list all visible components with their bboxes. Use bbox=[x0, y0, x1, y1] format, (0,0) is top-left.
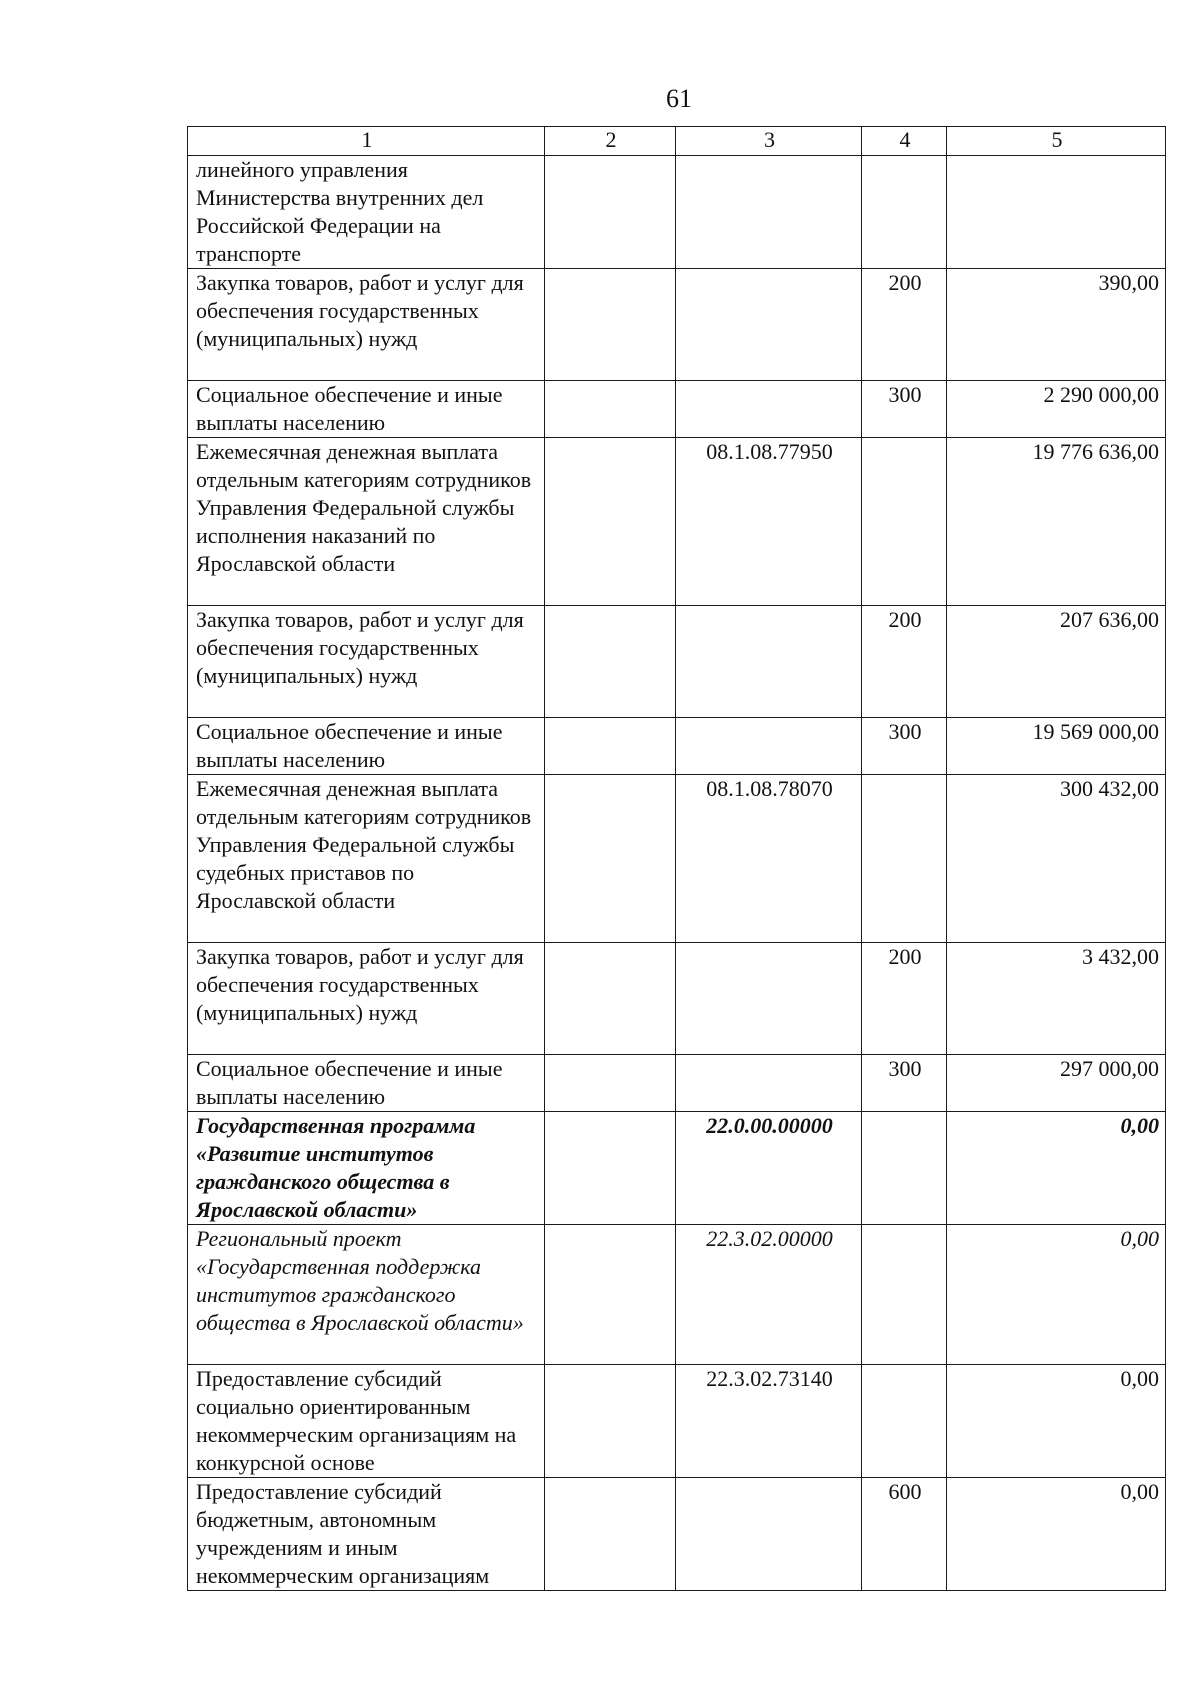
table-row bbox=[188, 775, 1166, 943]
row-col2 bbox=[545, 1225, 676, 1365]
row-expense-type bbox=[862, 1225, 947, 1365]
row-name: Социальное обеспечение и иные выплаты населению bbox=[188, 1055, 545, 1112]
row-code bbox=[676, 156, 862, 269]
row-code bbox=[676, 718, 862, 775]
table-row bbox=[188, 438, 1166, 606]
row-expense-type: 600 bbox=[862, 1478, 947, 1591]
row-amount: 0,00 bbox=[947, 1478, 1166, 1591]
row-code: 08.1.08.77950 bbox=[676, 438, 862, 606]
row-name: Закупка товаров, работ и услуг для обеспечения государственных (муниципальных) нужд bbox=[188, 269, 545, 381]
row-amount: 0,00 bbox=[947, 1112, 1166, 1225]
row-expense-type: 300 bbox=[862, 1055, 947, 1112]
table-row bbox=[188, 606, 1166, 718]
row-col2 bbox=[545, 606, 676, 718]
row-amount: 390,00 bbox=[947, 269, 1166, 381]
column-header: 1 bbox=[188, 127, 545, 156]
row-name: Региональный проект «Государственная поддержка институтов гражданского общества в Ярославской области» bbox=[188, 1225, 545, 1365]
row-name: Закупка товаров, работ и услуг для обеспечения государственных (муниципальных) нужд bbox=[188, 606, 545, 718]
page-number: 61 bbox=[666, 84, 692, 113]
row-col2 bbox=[545, 943, 676, 1055]
row-expense-type bbox=[862, 438, 947, 606]
row-code bbox=[676, 1055, 862, 1112]
row-amount: 207 636,00 bbox=[947, 606, 1166, 718]
row-code: 08.1.08.78070 bbox=[676, 775, 862, 943]
column-header: 5 bbox=[947, 127, 1166, 156]
table-row-program bbox=[188, 1112, 1166, 1225]
row-expense-type: 200 bbox=[862, 606, 947, 718]
row-name: Ежемесячная денежная выплата отдельным категориям сотрудников Управления Федеральной службы судебных приставов по Ярославской области bbox=[188, 775, 545, 943]
row-col2 bbox=[545, 438, 676, 606]
table-header-row bbox=[188, 127, 1166, 156]
table-row bbox=[188, 718, 1166, 775]
row-code: 22.3.02.00000 bbox=[676, 1225, 862, 1365]
row-expense-type: 300 bbox=[862, 381, 947, 438]
table-row-project bbox=[188, 1225, 1166, 1365]
row-amount bbox=[947, 156, 1166, 269]
row-name: Государственная программа «Развитие институтов гражданского общества в Ярославской области» bbox=[188, 1112, 545, 1225]
row-expense-type bbox=[862, 156, 947, 269]
row-name: Предоставление субсидий бюджетным, автономным учреждениям и иным некоммерческим организациям bbox=[188, 1478, 545, 1591]
row-code bbox=[676, 381, 862, 438]
table-row bbox=[188, 269, 1166, 381]
row-amount: 0,00 bbox=[947, 1365, 1166, 1478]
column-header: 2 bbox=[545, 127, 676, 156]
row-expense-type bbox=[862, 1365, 947, 1478]
row-expense-type bbox=[862, 775, 947, 943]
row-name: Ежемесячная денежная выплата отдельным категориям сотрудников Управления Федеральной службы исполнения наказаний по Ярославской области bbox=[188, 438, 545, 606]
table-row bbox=[188, 1055, 1166, 1112]
table-row bbox=[188, 943, 1166, 1055]
row-amount: 297 000,00 bbox=[947, 1055, 1166, 1112]
row-col2 bbox=[545, 1365, 676, 1478]
row-code: 22.0.00.00000 bbox=[676, 1112, 862, 1225]
row-code: 22.3.02.73140 bbox=[676, 1365, 862, 1478]
row-code bbox=[676, 606, 862, 718]
row-amount: 3 432,00 bbox=[947, 943, 1166, 1055]
row-name: Закупка товаров, работ и услуг для обеспечения государственных (муниципальных) нужд bbox=[188, 943, 545, 1055]
column-header: 4 bbox=[862, 127, 947, 156]
row-col2 bbox=[545, 156, 676, 269]
budget-table bbox=[187, 126, 1166, 1591]
row-col2 bbox=[545, 718, 676, 775]
row-expense-type: 200 bbox=[862, 943, 947, 1055]
row-col2 bbox=[545, 381, 676, 438]
row-col2 bbox=[545, 1055, 676, 1112]
row-col2 bbox=[545, 1112, 676, 1225]
row-amount: 300 432,00 bbox=[947, 775, 1166, 943]
row-amount: 0,00 bbox=[947, 1225, 1166, 1365]
row-code bbox=[676, 269, 862, 381]
row-name: Социальное обеспечение и иные выплаты населению bbox=[188, 381, 545, 438]
table-row bbox=[188, 1478, 1166, 1591]
row-name: Предоставление субсидий социально ориентированным некоммерческим организациям на конкурсной основе bbox=[188, 1365, 545, 1478]
row-col2 bbox=[545, 269, 676, 381]
row-col2 bbox=[545, 775, 676, 943]
row-name: Социальное обеспечение и иные выплаты населению bbox=[188, 718, 545, 775]
table-row bbox=[188, 381, 1166, 438]
row-amount: 19 569 000,00 bbox=[947, 718, 1166, 775]
row-col2 bbox=[545, 1478, 676, 1591]
row-code bbox=[676, 1478, 862, 1591]
row-code bbox=[676, 943, 862, 1055]
table-row bbox=[188, 156, 1166, 269]
row-amount: 19 776 636,00 bbox=[947, 438, 1166, 606]
row-amount: 2 290 000,00 bbox=[947, 381, 1166, 438]
table-row bbox=[188, 1365, 1166, 1478]
column-header: 3 bbox=[676, 127, 862, 156]
row-expense-type: 300 bbox=[862, 718, 947, 775]
row-expense-type: 200 bbox=[862, 269, 947, 381]
row-expense-type bbox=[862, 1112, 947, 1225]
row-name: линейного управления Министерства внутренних дел Российской Федерации на транспорте bbox=[188, 156, 545, 269]
